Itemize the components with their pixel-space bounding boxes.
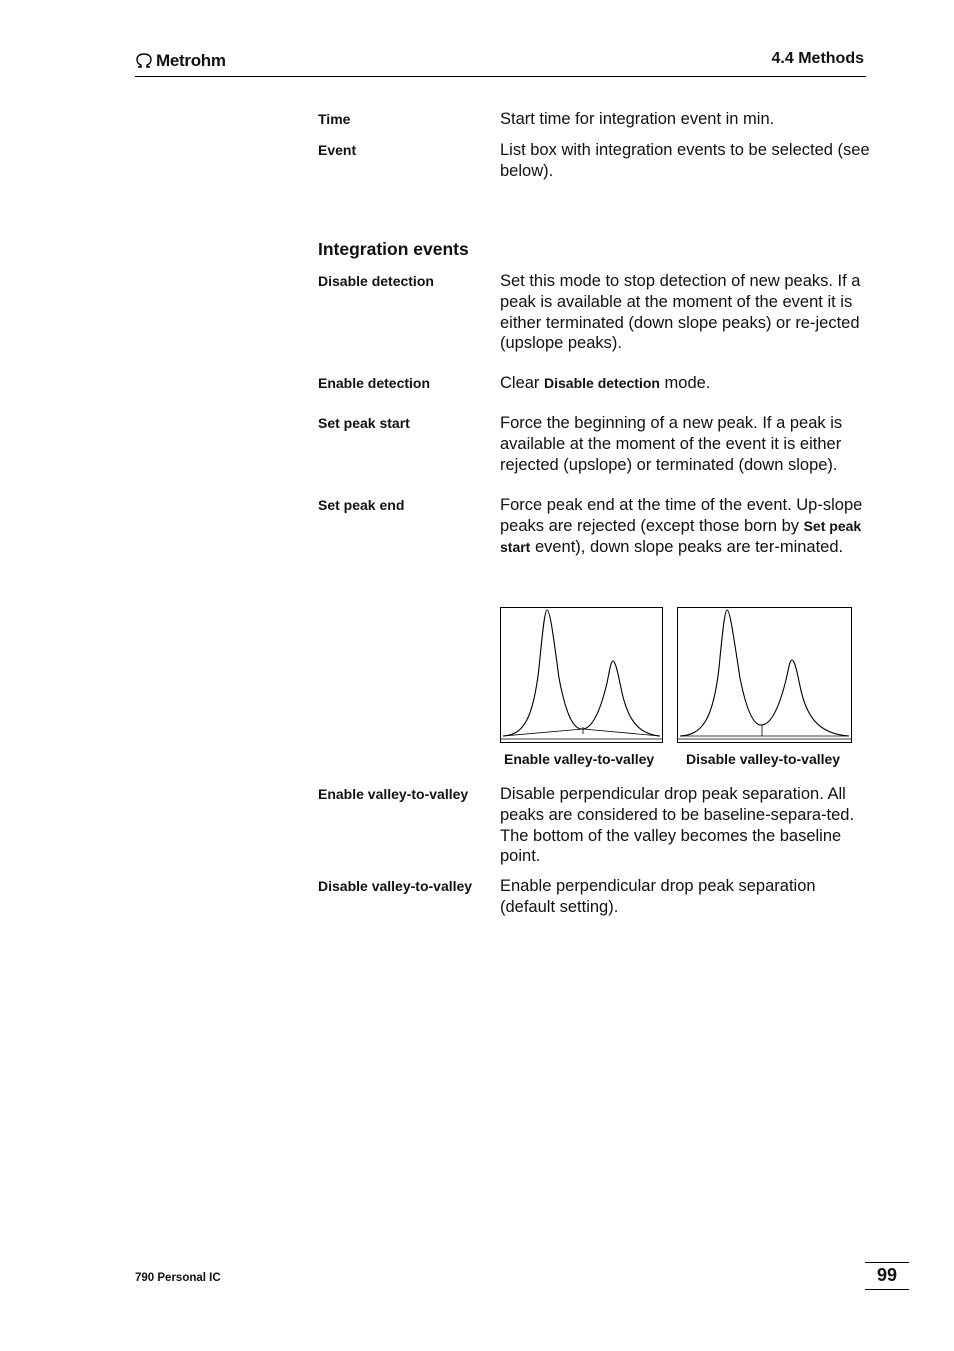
param-term: Event [318,142,357,158]
header-rule [135,76,866,77]
event-desc [500,495,870,557]
desc-text: Clear [500,374,545,392]
event-term: Enable detection [318,375,431,391]
product-name: 790 Personal IC [135,1272,221,1284]
event-desc: Set this mode to stop detection of new peaks. If a peak is available at the moment of the event it is either terminated (down slope peaks) or re-jected (upslope peaks). [500,272,861,353]
section-title: 4.4 Methods [771,50,864,67]
event-term: Set peak end [318,497,405,513]
event-term: Set peak start [318,415,410,431]
param-desc: List box with integration events to be selected (see below). [500,141,870,180]
footer-rule [865,1262,909,1263]
chromatogram-disable [678,608,851,742]
footer-rule [865,1289,909,1290]
inline-term: Set peak start [500,517,862,555]
desc-text: event), down slope peaks are ter-minated. [530,537,844,556]
event-term: Enable valley-to-valley [318,786,469,802]
event-desc [500,373,870,394]
inline-term: Disable detection [544,375,660,391]
omega-icon [135,52,153,70]
figure-caption: Enable valley-to-valley [504,751,655,767]
figure-caption: Disable valley-to-valley [686,751,841,767]
event-term: Disable detection [318,273,434,289]
figure-enable-valley [500,607,663,743]
event-desc: Force the beginning of a new peak. If a peak is available at the moment of the event it is either rejected (upslope) or terminated (down slope). [500,414,843,474]
page-number: 99 [876,1265,898,1285]
event-desc: Disable perpendicular drop peak separation. All peaks are considered to be baseline-separa-ted. The bottom of the valley becomes the baseline point. [500,785,855,866]
param-term: Time [318,111,351,127]
chromatogram-enable [501,608,662,742]
event-term: Disable valley-to-valley [318,878,473,894]
metrohm-logo [135,50,226,72]
event-desc: Enable perpendicular drop peak separation (default setting). [500,877,816,916]
logo-text: Metrohm [156,51,226,70]
desc-text: mode. [659,374,711,392]
section-heading: Integration events [318,239,469,259]
figure-disable-valley [677,607,852,743]
desc-text: Force peak end at the time of the event. Up-slope peaks are rejected (except those born by [500,496,863,535]
param-desc: Start time for integration event in min. [500,110,775,128]
